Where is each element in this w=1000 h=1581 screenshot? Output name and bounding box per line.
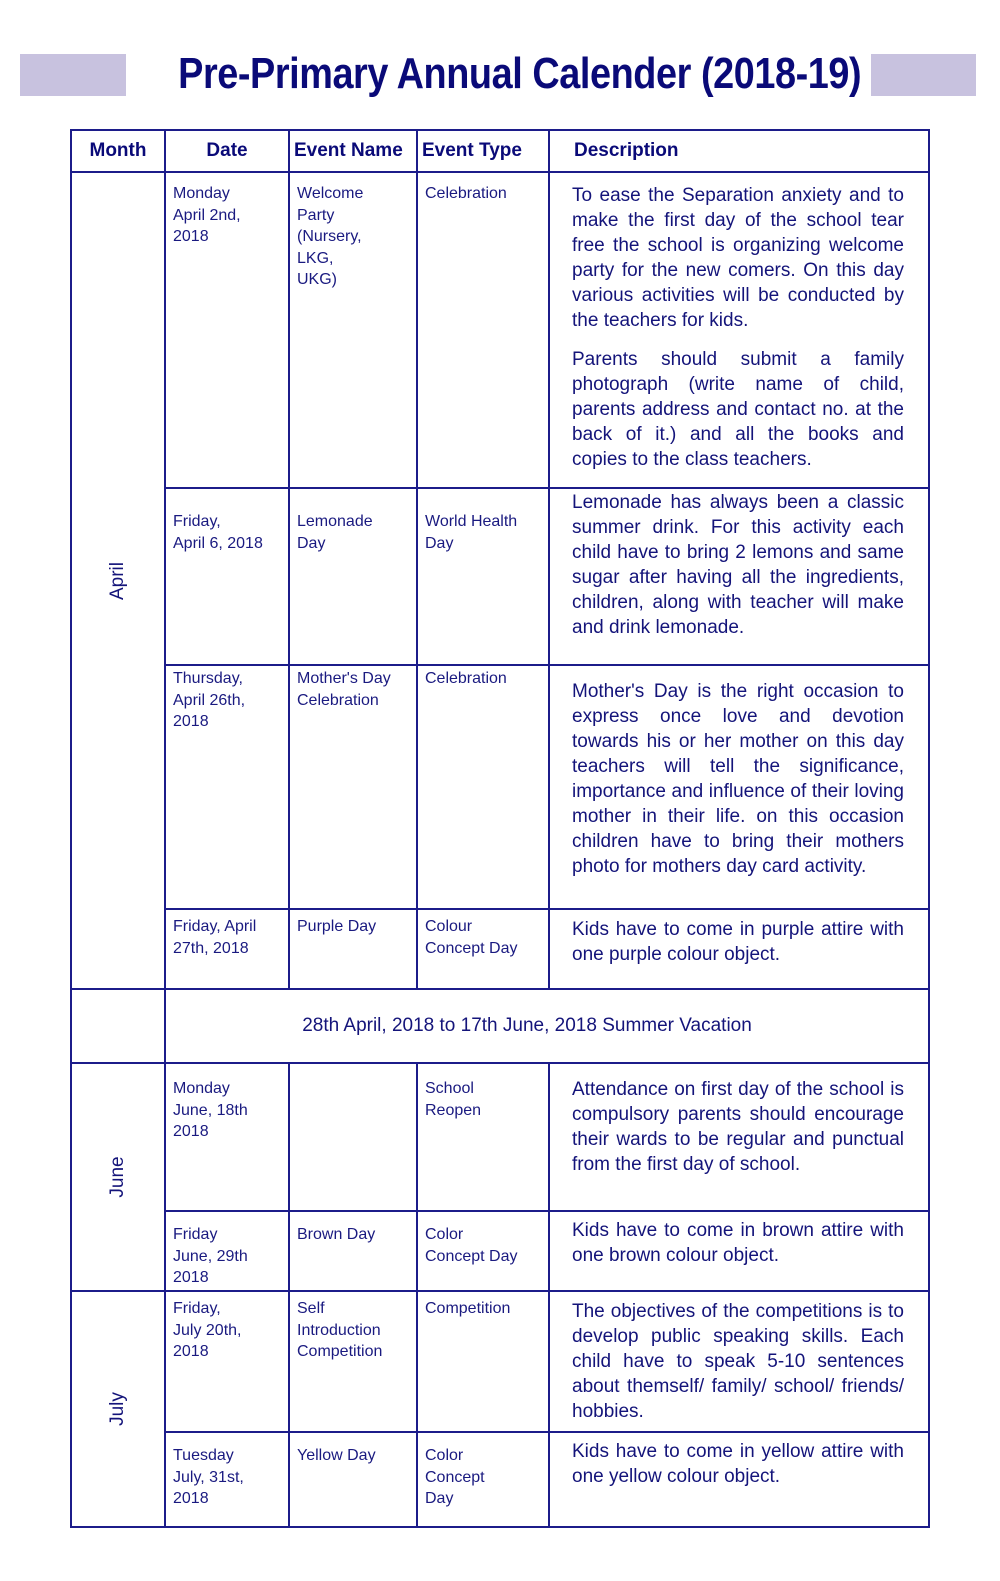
event-name-cell <box>289 1211 417 1291</box>
cell-line: Yellow Day <box>297 1447 376 1464</box>
date-cell <box>165 909 289 989</box>
month-cell-july <box>71 1291 165 1527</box>
description-paragraph: Kids have to come in brown attire with one brown colour object. <box>572 1220 904 1266</box>
description-cell <box>549 172 929 488</box>
date-cell <box>165 1211 289 1291</box>
cell-line: Friday, <box>173 1300 221 1317</box>
date-cell <box>165 1291 289 1432</box>
table-row <box>71 1291 929 1432</box>
event-name-cell <box>289 1291 417 1432</box>
event-name-cell <box>289 909 417 989</box>
event-name-cell <box>289 665 417 909</box>
description-paragraph: The objectives of the competitions is to develop public speaking skills. Each child have to speak 5-10 sentences about themself/ family/ school/ friends/ hobbies. <box>572 1301 904 1422</box>
header-date-label: Date <box>206 140 248 161</box>
table-row <box>71 488 929 665</box>
cell-line: Monday <box>173 1080 230 1097</box>
cell-line: (Nursery, <box>297 228 362 245</box>
date-cell <box>165 665 289 909</box>
header-event-name-label: Event Name <box>294 140 403 161</box>
cell-line: Friday, <box>173 513 221 530</box>
cell-line: June, 29th <box>173 1247 248 1265</box>
table-row <box>71 909 929 989</box>
cell-line: Celebration <box>297 691 379 709</box>
header-month-label: Month <box>89 140 147 161</box>
vacation-cell <box>165 989 929 1063</box>
title-band-left <box>20 54 126 96</box>
event-type-cell <box>417 1432 549 1527</box>
cell-line: Purple Day <box>297 918 377 935</box>
event-type-cell <box>417 909 549 989</box>
event-type-cell <box>417 488 549 665</box>
table-row <box>71 1432 929 1527</box>
cell-line: Day <box>297 534 326 552</box>
month-label-april: April <box>107 561 128 600</box>
cell-line: Concept Day <box>425 1247 518 1265</box>
cell-line: April 6, 2018 <box>173 534 263 552</box>
cell-line: April 2nd, <box>173 206 241 224</box>
cell-line: Competition <box>297 1343 383 1360</box>
cell-line: Thursday, <box>173 670 243 687</box>
cell-line: 2018 <box>173 713 209 730</box>
month-cell-june <box>71 1063 165 1291</box>
cell-line: Self <box>297 1300 325 1317</box>
description-cell <box>549 1211 929 1291</box>
description-paragraph: Kids have to come in yellow attire with one yellow colour object. <box>572 1441 904 1487</box>
cell-line: Friday <box>173 1226 218 1243</box>
cell-line: Color <box>425 1447 464 1464</box>
cell-line: Color <box>425 1226 464 1243</box>
cell-line: Reopen <box>425 1101 482 1119</box>
description-paragraph: Mother's Day is the right occasion to express once love and devotion towards his or her mother on this day teachers will tell the significance, importance and influence of their loving mother in their life. on this occasion children have to bring their mothers photo for mothers day card activity. <box>572 681 904 877</box>
description-paragraph: Lemonade has always been a classic summer drink. For this activity each child have to bring 2 lemons and same sugar after having all the ingredients, children, along with teacher will make and drink lemonade. <box>572 492 904 638</box>
table-row <box>71 172 929 488</box>
cell-line: Celebration <box>425 670 507 687</box>
table-row <box>71 1063 929 1211</box>
cell-line: Tuesday <box>173 1447 234 1464</box>
description-cell <box>549 909 929 989</box>
cell-line: Monday <box>173 185 230 202</box>
description-paragraph: Kids have to come in purple attire with one purple colour object. <box>572 919 904 965</box>
header-event-name <box>289 130 417 172</box>
cell-line: Day <box>425 1490 454 1507</box>
cell-line: Competition <box>425 1300 511 1317</box>
cell-line: Introduction <box>297 1321 381 1339</box>
cell-line: Mother's Day <box>297 670 391 687</box>
date-cell <box>165 488 289 665</box>
header-month <box>71 130 165 172</box>
date-cell <box>165 172 289 488</box>
cell-line: April 26th, <box>173 691 246 709</box>
cell-line: Welcome <box>297 185 364 202</box>
description-cell <box>549 1291 929 1432</box>
description-paragraph: To ease the Separation anxiety and to make the first day of the school tear free the school is organizing welcome party for the new comers. On this day various activities will be conducted by the teachers for kids. <box>572 185 904 331</box>
calendar-table <box>70 129 930 1528</box>
description-cell <box>549 488 929 665</box>
description-paragraph: Attendance on first day of the school is compulsory parents should encourage their wards to be regular and punctual from the first day of school. <box>572 1079 904 1175</box>
cell-line: July 20th, <box>173 1321 242 1339</box>
description-paragraph: Parents should submit a family photograph (write name of child, parents address and contact no. at the back of it.) and all the books and copies to the class teachers. <box>572 349 904 470</box>
cell-line: Friday, April <box>173 918 257 935</box>
event-type-cell <box>417 1291 549 1432</box>
cell-line: June, 18th <box>173 1101 248 1119</box>
vacation-month-cell <box>71 989 165 1063</box>
cell-line: 2018 <box>173 1269 209 1286</box>
date-cell <box>165 1063 289 1211</box>
cell-line: 2018 <box>173 1343 209 1360</box>
table-row <box>71 1211 929 1291</box>
cell-line: Day <box>425 534 454 552</box>
vacation-text: 28th April, 2018 to 17th June, 2018 Summer Vacation <box>302 1015 752 1036</box>
cell-line: Brown Day <box>297 1226 376 1243</box>
cell-line: Concept Day <box>425 939 518 957</box>
month-label-june: June <box>107 1156 128 1198</box>
event-type-cell <box>417 665 549 909</box>
header-date <box>165 130 289 172</box>
table-row <box>71 665 929 909</box>
cell-line: Celebration <box>425 185 507 202</box>
month-cell-april <box>71 172 165 989</box>
header-event-type <box>417 130 549 172</box>
vacation-row <box>71 989 929 1063</box>
header-row <box>71 130 929 172</box>
event-name-cell <box>289 1063 417 1211</box>
cell-line: School <box>425 1080 474 1097</box>
event-name-cell <box>289 1432 417 1527</box>
cell-line: July, 31st, <box>173 1468 244 1486</box>
cell-line: LKG, <box>297 249 334 267</box>
description-cell <box>549 665 929 909</box>
page-title: Pre-Primary Annual Calender (2018-19) <box>178 49 862 98</box>
description-cell <box>549 1063 929 1211</box>
cell-line: Colour <box>425 918 473 935</box>
header-description-label: Description <box>574 140 679 161</box>
event-type-cell <box>417 1211 549 1291</box>
header-description <box>549 130 929 172</box>
cell-line: World Health <box>425 513 518 530</box>
header-event-type-label: Event Type <box>422 140 522 161</box>
cell-line: 2018 <box>173 1490 209 1507</box>
cell-line: Concept <box>425 1468 485 1486</box>
description-cell <box>549 1432 929 1527</box>
title-band-right <box>871 54 976 96</box>
cell-line: Lemonade <box>297 513 373 530</box>
event-type-cell <box>417 1063 549 1211</box>
date-cell <box>165 1432 289 1527</box>
event-type-cell <box>417 172 549 488</box>
event-name-cell <box>289 172 417 488</box>
cell-line: 2018 <box>173 228 209 245</box>
cell-line: 27th, 2018 <box>173 939 249 957</box>
month-label-july: July <box>107 1392 128 1426</box>
event-name-cell <box>289 488 417 665</box>
cell-line: UKG) <box>297 271 337 288</box>
cell-line: Party <box>297 206 335 224</box>
cell-line: 2018 <box>173 1123 209 1140</box>
